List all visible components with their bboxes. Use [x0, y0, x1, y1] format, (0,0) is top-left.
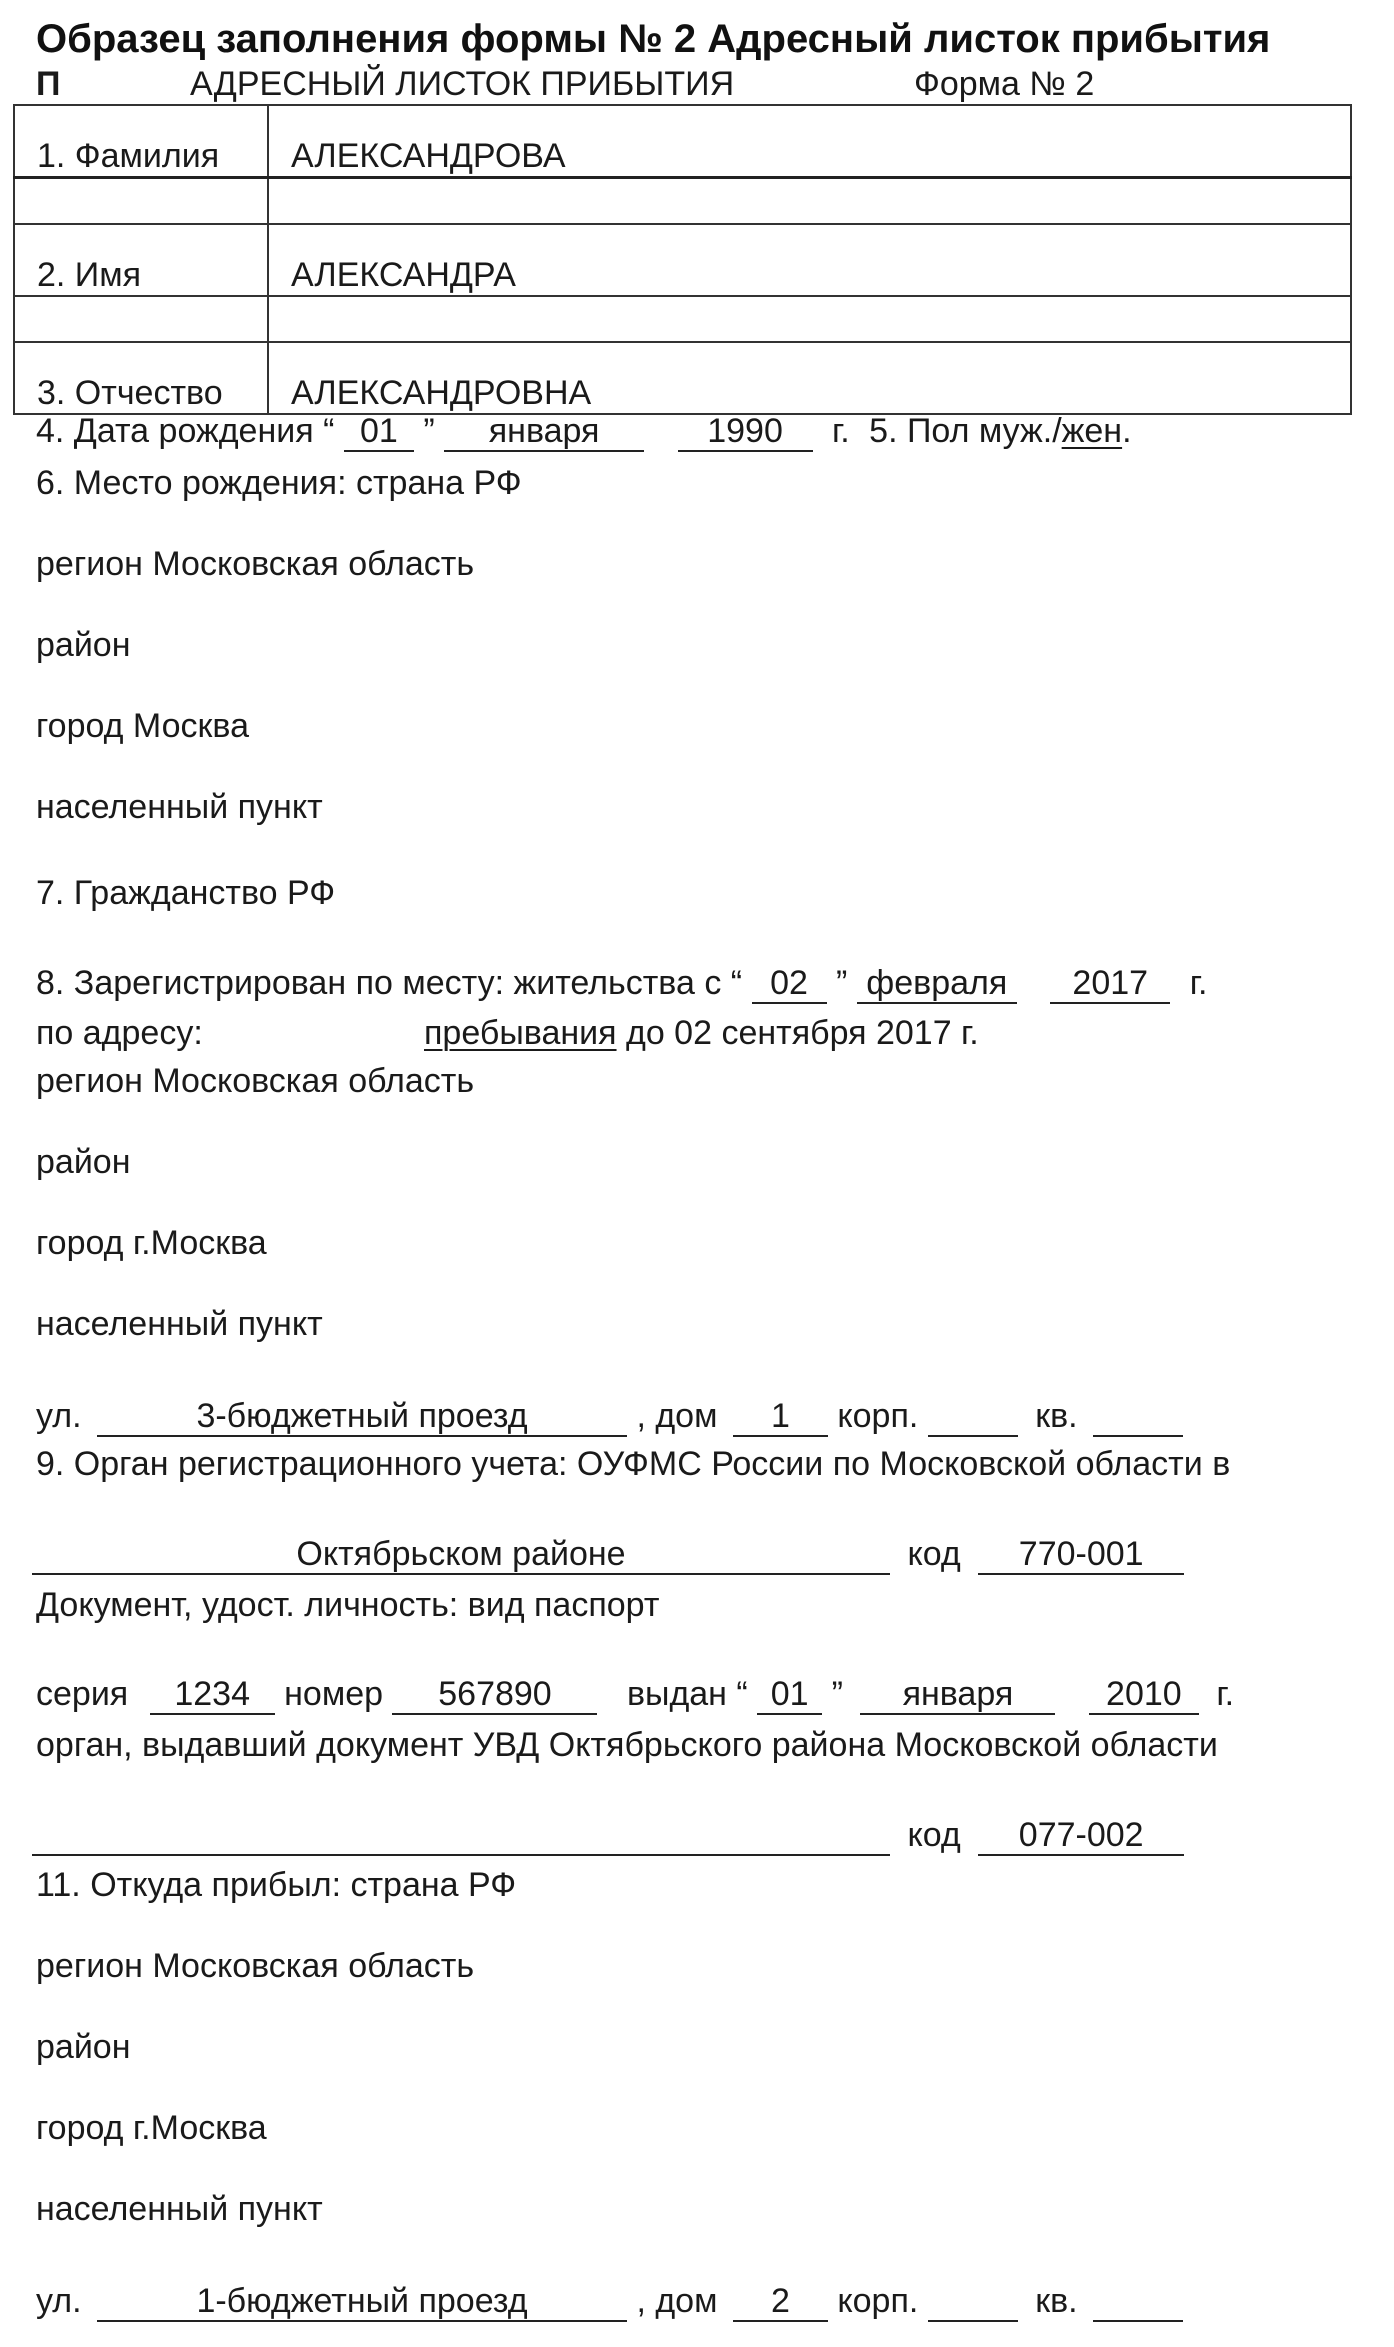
issuer: орган, выдавший документ УВД Октябрьского района Московской области	[36, 1726, 1218, 1764]
name-row	[14, 224, 1351, 296]
registration-house-field[interactable]: 1	[733, 1397, 828, 1437]
issued-day-field[interactable]: 01	[757, 1675, 822, 1715]
stay-option[interactable]: пребывания	[424, 1014, 617, 1052]
arrival-city: город г.Москва	[36, 2109, 267, 2147]
spacer-cell	[14, 296, 268, 342]
street-label: ул.	[36, 2282, 82, 2320]
form-mark: П	[36, 65, 61, 103]
registration-korp-field[interactable]	[928, 1397, 1018, 1437]
issued-label: выдан “	[626, 1675, 748, 1713]
arrival-country: 11. Откуда прибыл: страна РФ	[36, 1866, 517, 1904]
issuer-continuation-field[interactable]	[32, 1816, 890, 1856]
citizenship: 7. Гражданство РФ	[36, 874, 336, 912]
issuer-code-line	[32, 1814, 1184, 1856]
street-label: ул.	[36, 1397, 82, 1435]
document-type: Документ, удост. личность: вид паспорт	[36, 1586, 660, 1624]
surname-row	[14, 105, 1351, 178]
spacer-cell	[14, 178, 268, 225]
arrival-street-field[interactable]: 1-бюджетный проезд	[97, 2282, 627, 2322]
registration-year-field[interactable]: 2017	[1050, 964, 1170, 1004]
patronymic-row	[14, 342, 1351, 414]
kv-label: кв.	[1035, 2282, 1078, 2320]
authority-code-field[interactable]: 770-001	[978, 1535, 1184, 1575]
arrival-kv-field[interactable]	[1093, 2282, 1183, 2322]
house-label: , дом	[636, 2282, 718, 2320]
registration-district: район	[36, 1143, 131, 1181]
quote-mark: ”	[836, 964, 848, 1002]
birth-date-line	[36, 410, 1132, 452]
quote-mark: ”	[831, 1675, 843, 1713]
korp-label: корп.	[837, 1397, 919, 1435]
name-field[interactable]: АЛЕКСАНДРА	[268, 224, 1351, 296]
stay-until: до 02 сентября 2017 г.	[625, 1014, 979, 1052]
korp-label: корп.	[837, 2282, 919, 2320]
document-title: Образец заполнения формы № 2 Адресный листок прибытия	[36, 17, 1271, 61]
arrival-street-line	[36, 2280, 1183, 2322]
registration-day-field[interactable]: 02	[752, 964, 827, 1004]
document-line	[36, 1673, 1234, 1715]
arrival-district: район	[36, 2028, 131, 2066]
number-label: номер	[284, 1675, 384, 1713]
birthplace-country: 6. Место рождения: страна РФ	[36, 464, 522, 502]
registration-line	[36, 962, 1207, 1004]
birthplace-region: регион Московская область	[36, 545, 475, 583]
birthplace-city: город Москва	[36, 707, 249, 745]
birth-date-label: 4. Дата рождения “	[36, 412, 335, 450]
issuer-code-field[interactable]: 077-002	[978, 1816, 1184, 1856]
number-field[interactable]: 567890	[392, 1675, 597, 1715]
name-label: 2. Имя	[14, 224, 268, 296]
sex-end: .	[1122, 412, 1132, 450]
stay-line	[424, 1012, 979, 1054]
spacer-cell	[268, 296, 1351, 342]
house-label: , дом	[636, 1397, 718, 1435]
form-number: Форма № 2	[914, 65, 1095, 103]
kv-label: кв.	[1035, 1397, 1078, 1435]
surname-label: 1. Фамилия	[14, 105, 268, 178]
year-suffix: г.	[1216, 1675, 1235, 1713]
registration-label: 8. Зарегистрирован по месту: жительства с “	[36, 964, 743, 1002]
arrival-settlement: населенный пункт	[36, 2190, 323, 2228]
code-label: код	[907, 1535, 961, 1573]
patronymic-field[interactable]: АЛЕКСАНДРОВНА	[268, 342, 1351, 414]
registration-region: регион Московская область	[36, 1062, 475, 1100]
spacer-row	[14, 178, 1351, 225]
authority-label: 9. Орган регистрационного учета: ОУФМС России по Московской области в	[36, 1445, 1231, 1483]
series-field[interactable]: 1234	[150, 1675, 275, 1715]
patronymic-label: 3. Отчество	[14, 342, 268, 414]
birth-day-field[interactable]: 01	[344, 412, 414, 452]
fio-table	[13, 104, 1352, 415]
registration-street-line	[36, 1395, 1183, 1437]
registration-street-field[interactable]: 3-бюджетный проезд	[97, 1397, 627, 1437]
arrival-region: регион Московская область	[36, 1947, 475, 1985]
arrival-house-field[interactable]: 2	[733, 2282, 828, 2322]
registration-month-field[interactable]: февраля	[857, 964, 1017, 1004]
series-label: серия	[36, 1675, 129, 1713]
spacer-cell	[268, 178, 1351, 225]
registration-city: город г.Москва	[36, 1224, 267, 1262]
authority-line	[32, 1533, 1184, 1575]
issued-year-field[interactable]: 2010	[1089, 1675, 1199, 1715]
year-suffix: г.	[832, 412, 850, 450]
authority-field[interactable]: Октябрьском районе	[32, 1535, 890, 1575]
registration-kv-field[interactable]	[1093, 1397, 1183, 1437]
year-suffix: г.	[1189, 964, 1208, 1002]
surname-field[interactable]: АЛЕКСАНДРОВА	[268, 105, 1351, 178]
code-label: код	[907, 1816, 961, 1854]
birthplace-district: район	[36, 626, 131, 664]
birthplace-settlement: населенный пункт	[36, 788, 323, 826]
birth-month-field[interactable]: января	[444, 412, 644, 452]
birth-year-field[interactable]: 1990	[678, 412, 813, 452]
address-label: по адресу:	[36, 1014, 203, 1052]
quote-mark: ”	[423, 412, 435, 450]
form-name: АДРЕСНЫЙ ЛИСТОК ПРИБЫТИЯ	[190, 65, 735, 103]
sex-value[interactable]: жен	[1061, 412, 1123, 450]
spacer-row	[14, 296, 1351, 342]
issued-month-field[interactable]: января	[860, 1675, 1055, 1715]
sex-label: 5. Пол муж./	[869, 412, 1062, 450]
arrival-korp-field[interactable]	[928, 2282, 1018, 2322]
registration-settlement: населенный пункт	[36, 1305, 323, 1343]
